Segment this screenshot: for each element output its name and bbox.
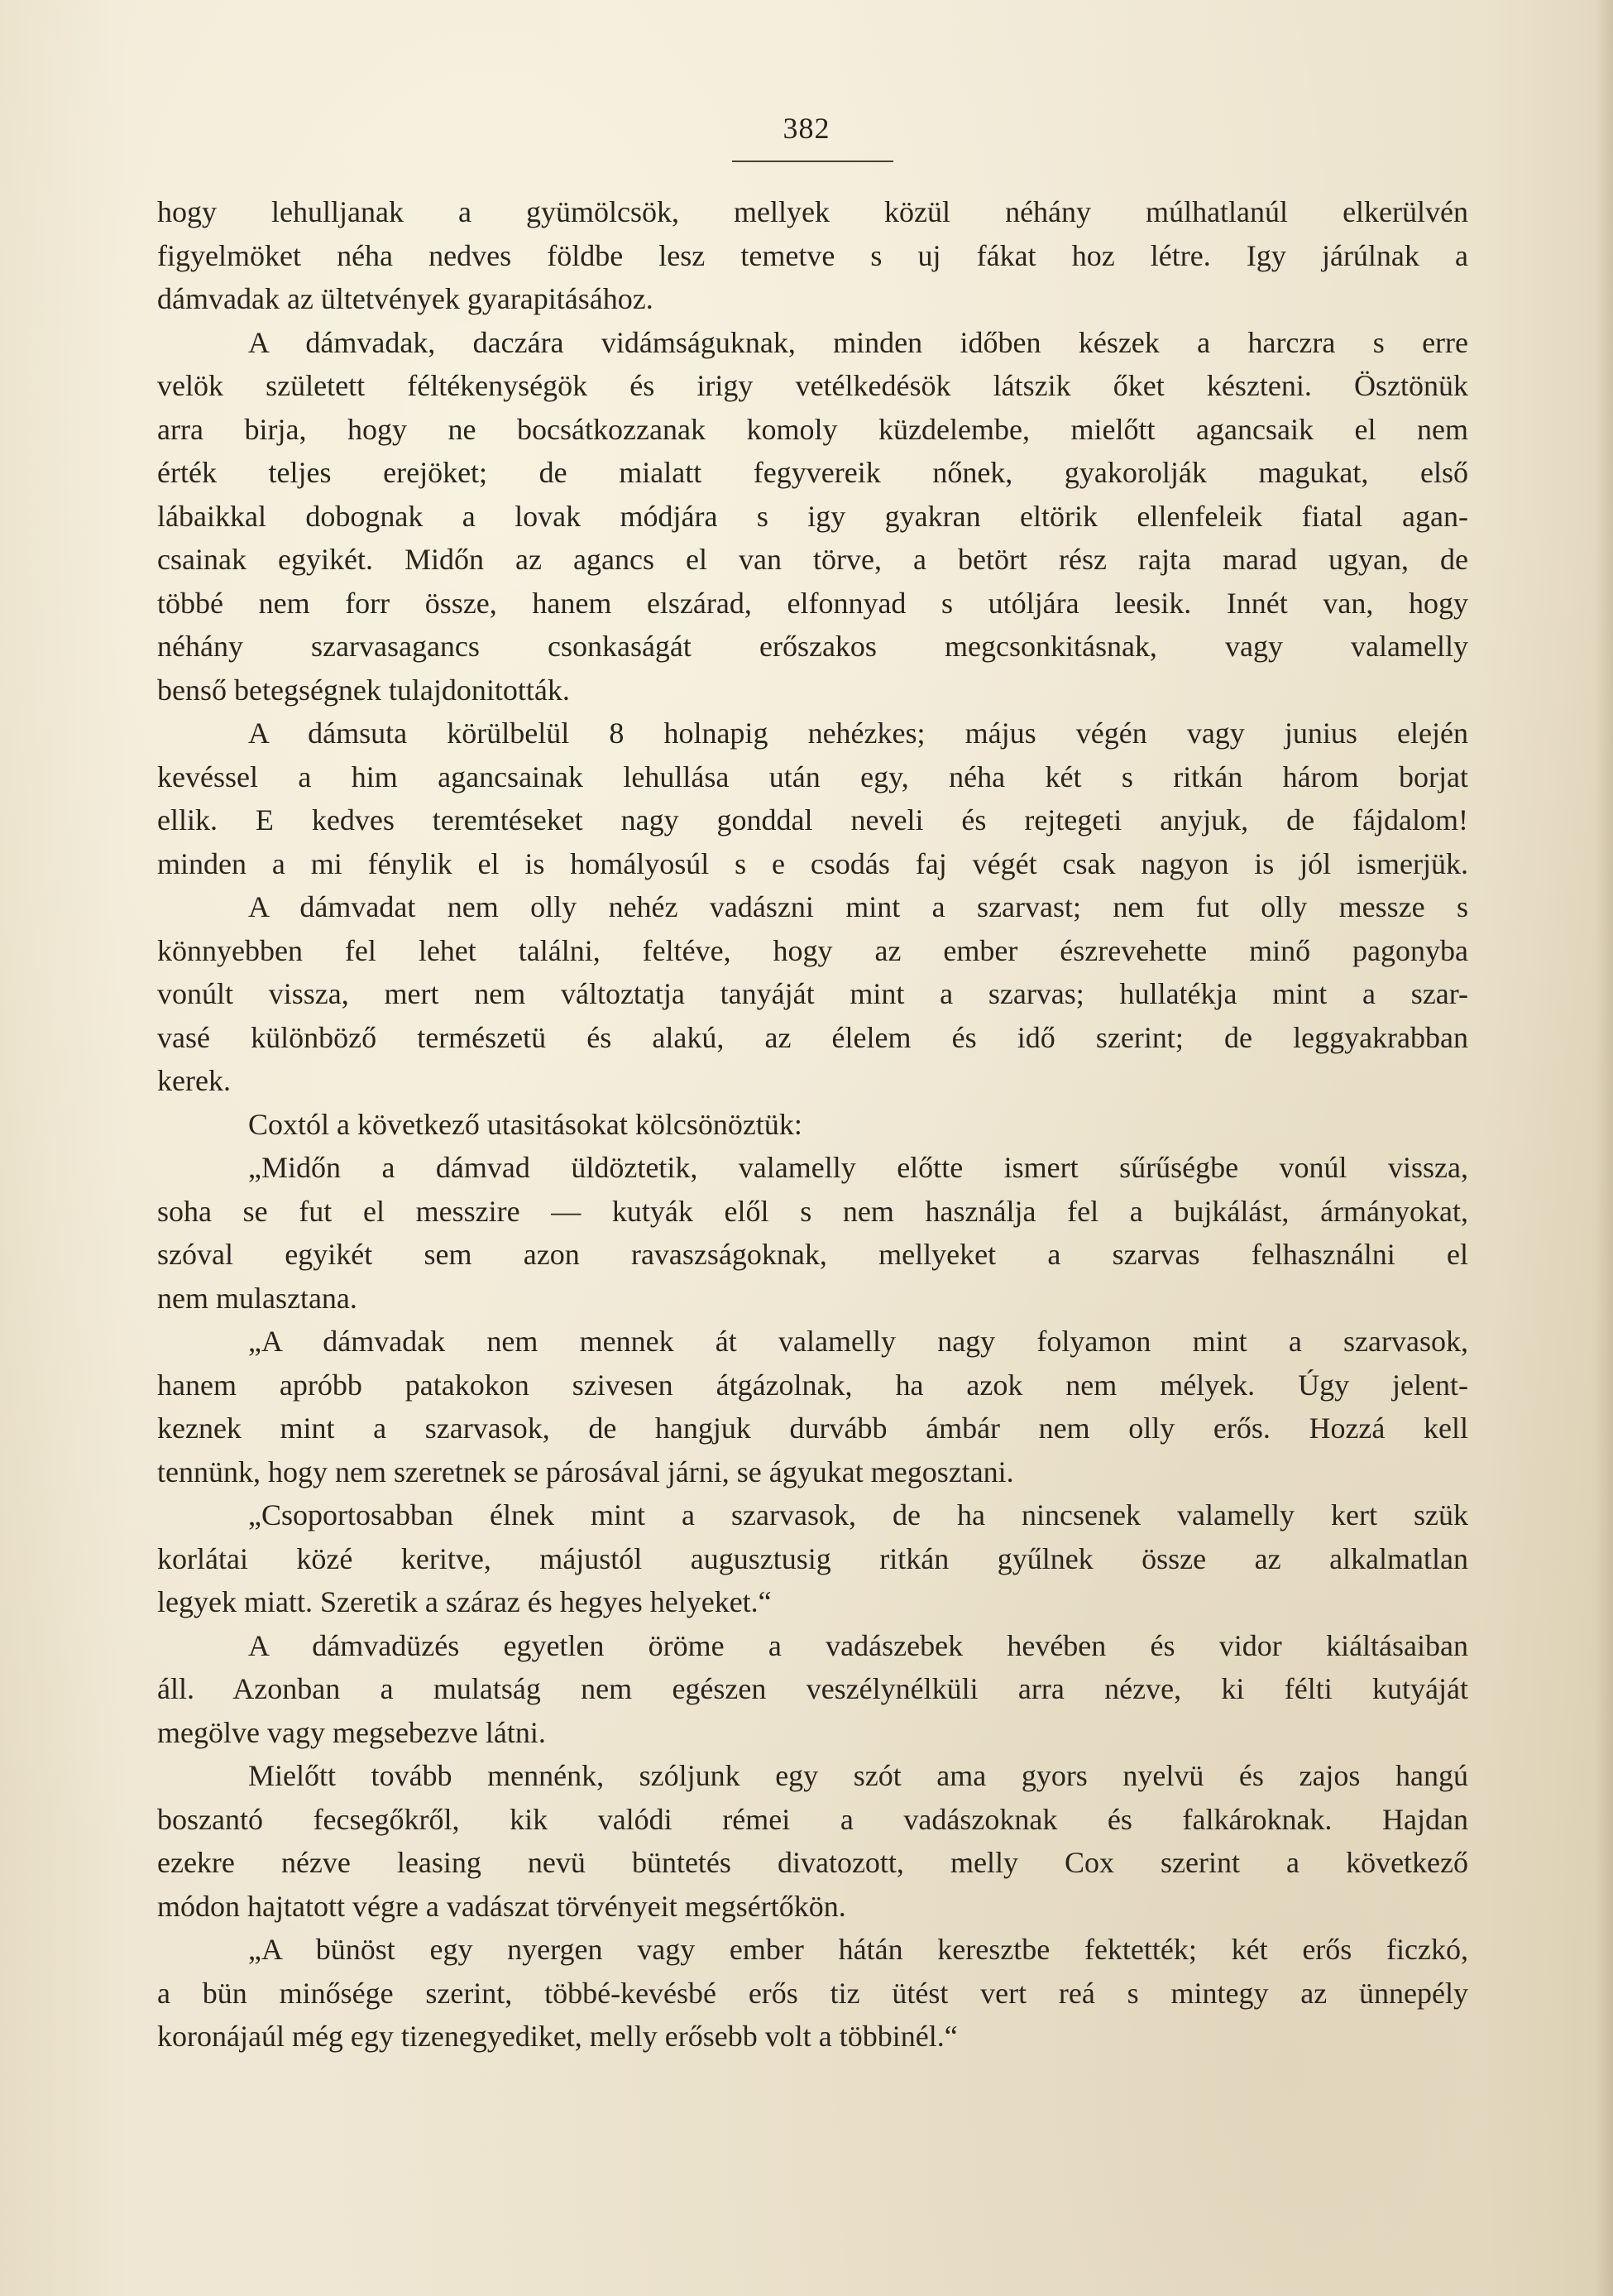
text-line: keznek mint a szarvasok, de hangjuk durvább ámbár nem olly erős. Hozzá kell bbox=[157, 1412, 1468, 1445]
body-text bbox=[157, 190, 1468, 2059]
text-line: boszantó fecsegőkről, kik valódi rémei a vadászoknak és falkároknak. Hajdan bbox=[157, 1802, 1468, 1836]
text-line: tennünk, hogy nem szeretnek se párosával járni, se ágyukat megosztani. bbox=[157, 1455, 1014, 1488]
text-line: módon hajtatott végre a vadászat törvényeit megsértőkön. bbox=[157, 1889, 846, 1923]
text-line: vonúlt vissza, mert nem változtatja tanyáját mint a szarvas; hullatékja mint a szar- bbox=[157, 977, 1468, 1010]
text-line: lábaikkal dobognak a lovak módjára s igy gyakran eltörik ellenfeleik fiatal agan- bbox=[157, 499, 1468, 533]
text-line: ezekre nézve leasing nevü büntetés divatozott, melly Cox szerint a következő bbox=[157, 1846, 1468, 1879]
text-line: figyelmöket néha nedves földbe lesz temetve s uj fákat hoz létre. Igy járúlnak a bbox=[157, 238, 1468, 272]
text-line: korlátai közé keritve, májustól augusztusig ritkán gyűlnek össze az alkalmatlan bbox=[157, 1541, 1468, 1575]
text-line: koronájaúl még egy tizenegyediket, melly erősebb volt a többinél.“ bbox=[157, 2020, 958, 2053]
text-line: hogy lehulljanak a gyümölcsök, mellyek közül néhány múlhatlanúl elkerülvén bbox=[157, 195, 1468, 228]
text-line: néhány szarvasagancs csonkaságát erőszakos megcsonkitásnak, vagy valamelly bbox=[157, 630, 1468, 663]
text-line: kerek. bbox=[157, 1064, 231, 1097]
text-line: Coxtól a következő utasitásokat kölcsönöztük: bbox=[248, 1107, 802, 1141]
text-line: érték teljes erejöket; de mialatt fegyvereik nőnek, gyakorolják magukat, első bbox=[157, 456, 1468, 489]
text-line: könnyebben fel lehet találni, feltéve, hogy az ember észrevehette minő pagonyba bbox=[157, 933, 1468, 967]
text-line: legyek miatt. Szeretik a száraz és hegyes helyeket.“ bbox=[157, 1585, 772, 1618]
text-line: hanem apróbb patakokon szivesen átgázolnak, ha azok nem mélyek. Úgy jelent- bbox=[157, 1368, 1468, 1402]
text-line: dámvadak az ültetvények gyarapitásához. bbox=[157, 282, 653, 315]
text-line: vasé különböző természetü és alakú, az élelem és idő szerint; de leggyakrabban bbox=[157, 1020, 1468, 1054]
text-line: A dámvadüzés egyetlen öröme a vadászebek hevében és vidor kiáltásaiban bbox=[248, 1628, 1468, 1662]
text-line: kevéssel a him agancsainak lehullása után egy, néha két s ritkán három borjat bbox=[157, 760, 1468, 793]
page-number-rule bbox=[732, 161, 893, 162]
text-line: benső betegségnek tulajdonitották. bbox=[157, 673, 570, 707]
text-line: A dámvadak, daczára vidámságuknak, minden időben készek a harczra s erre bbox=[248, 325, 1468, 359]
page-number: 382 bbox=[783, 112, 830, 145]
text-line: A dámsuta körülbelül 8 holnapig nehézkes; május végén vagy junius elején bbox=[248, 717, 1468, 750]
text-line: „A bünöst egy nyergen vagy ember hátán keresztbe fektették; két erős ficzkó, bbox=[248, 1933, 1468, 1966]
text-line: szóval egyikét sem azon ravaszságoknak, mellyeket a szarvas felhasználni el bbox=[157, 1238, 1468, 1271]
text-line: minden a mi fénylik el is homályosúl s e csodás faj végét csak nagyon is jól ismerjük. bbox=[157, 846, 1468, 880]
text-line: Mielőtt tovább mennénk, szóljunk egy szót ama gyors nyelvü és zajos hangú bbox=[248, 1759, 1468, 1792]
text-line: „Csoportosabban élnek mint a szarvasok, de ha nincsenek valamelly kert szük bbox=[248, 1498, 1468, 1531]
text-line: A dámvadat nem olly nehéz vadászni mint a szarvast; nem fut olly messze s bbox=[248, 890, 1468, 923]
text-line: soha se fut el messzire — kutyák elől s nem használja fel a bujkálást, ármányokat, bbox=[157, 1194, 1468, 1228]
text-line: „A dámvadak nem mennek át valamelly nagy folyamon mint a szarvasok, bbox=[248, 1325, 1468, 1358]
text-line: áll. Azonban a mulatság nem egészen veszélynélküli arra nézve, ki félti kutyáját bbox=[157, 1672, 1468, 1705]
text-line: többé nem forr össze, hanem elszárad, elfonnyad s utóljára leesik. Innét van, hogy bbox=[157, 586, 1468, 620]
text-line: velök született féltékenységök és irigy vetélkedésök látszik őket készteni. Ösztönük bbox=[157, 369, 1468, 402]
page-edge-shadow bbox=[1595, 0, 1613, 2296]
text-line: ellik. E kedves teremtéseket nagy gonddal neveli és rejtegeti anyjuk, de fájdalom! bbox=[157, 803, 1468, 836]
text-line: csainak egyikét. Midőn az agancs el van törve, a betört rész rajta marad ugyan, de bbox=[157, 543, 1468, 576]
text-line: „Midőn a dámvad üldöztetik, valamelly előtte ismert sűrűségbe vonúl vissza, bbox=[248, 1151, 1468, 1184]
text-line: arra birja, hogy ne bocsátkozzanak komoly küzdelembe, mielőtt agancsaik el nem bbox=[157, 412, 1468, 446]
text-line: megölve vagy megsebezve látni. bbox=[157, 1715, 546, 1749]
text-line: nem mulasztana. bbox=[157, 1281, 357, 1315]
text-line: a bün minősége szerint, többé-kevésbé erős tiz ütést vert reá s mintegy az ünnepély bbox=[157, 1976, 1468, 2010]
